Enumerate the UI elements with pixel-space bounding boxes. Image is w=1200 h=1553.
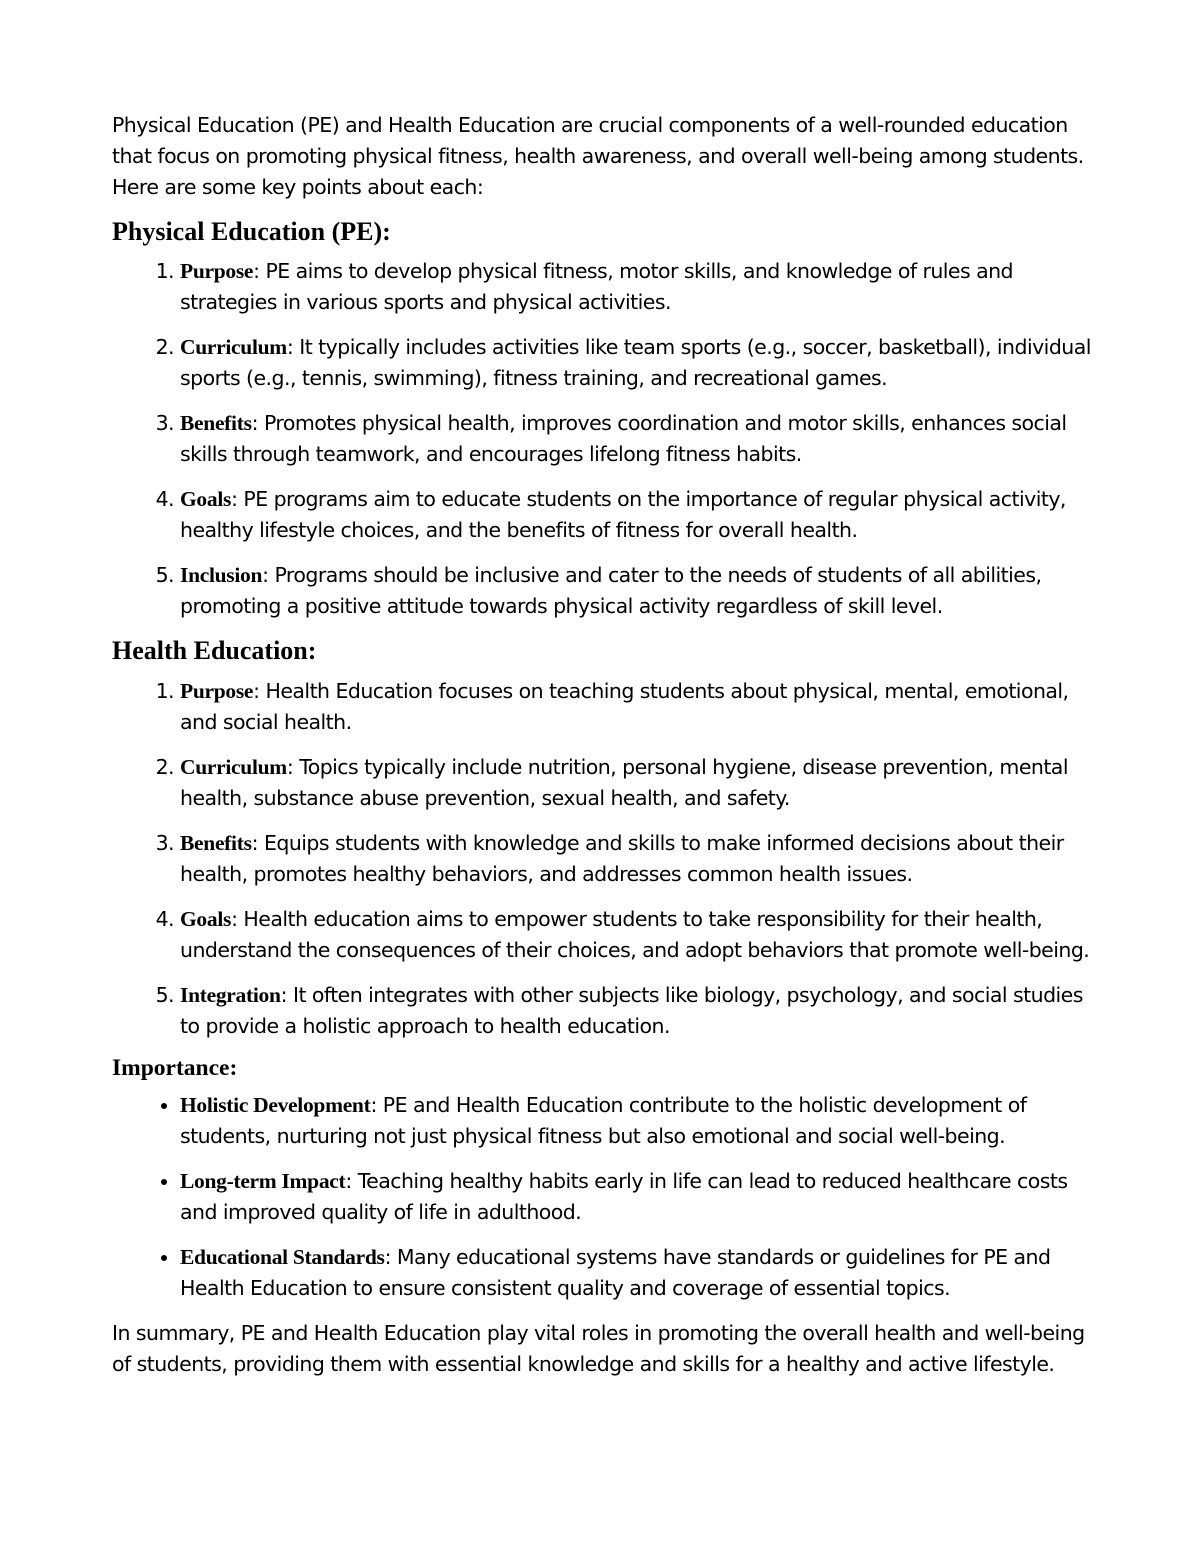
list-item-text: : It typically includes activities like team sports (e.g., soccer, basketball), individual sports (e.g., tennis, swimming), fitness training, and recreational games. bbox=[180, 335, 1091, 390]
list-item-term: Curriculum bbox=[180, 335, 287, 359]
list-item-term: Goals bbox=[180, 487, 232, 511]
list-item-text: : It often integrates with other subjects like biology, psychology, and social studies to provide a holistic approach to health education. bbox=[180, 983, 1083, 1038]
importance-item-holistic bbox=[180, 1090, 1097, 1152]
health-item-goals bbox=[180, 904, 1097, 966]
pe-item-curriculum bbox=[180, 332, 1097, 394]
health-list bbox=[112, 676, 1097, 1042]
pe-item-inclusion bbox=[180, 560, 1097, 622]
list-item-text: : PE and Health Education contribute to the holistic development of students, nurturing not just physical fitness but also emotional and social well-being. bbox=[180, 1093, 1027, 1148]
list-item-text: : Health education aims to empower students to take responsibility for their health, understand the consequences of their choices, and adopt behaviors that promote well-being. bbox=[180, 907, 1090, 962]
list-item-term: Long-term Impact bbox=[180, 1169, 346, 1193]
list-item-text: : Health Education focuses on teaching students about physical, mental, emotional, and social health. bbox=[180, 679, 1069, 734]
pe-item-goals bbox=[180, 484, 1097, 546]
intro-paragraph: Physical Education (PE) and Health Education are crucial components of a well-rounded education that focus on promoting physical fitness, health awareness, and overall well-being among students. Here are some key points about each: bbox=[112, 113, 1084, 199]
list-item-term: Benefits bbox=[180, 831, 252, 855]
list-item-term: Educational Standards bbox=[180, 1245, 385, 1269]
list-item-text: : Topics typically include nutrition, personal hygiene, disease prevention, mental health, substance abuse prevention, sexual health, and safety. bbox=[180, 755, 1068, 810]
list-item-text: : Promotes physical health, improves coordination and motor skills, enhances social skills through teamwork, and encourages lifelong fitness habits. bbox=[180, 411, 1067, 466]
list-item-term: Goals bbox=[180, 907, 232, 931]
list-item-term: Curriculum bbox=[180, 755, 287, 779]
health-item-integration bbox=[180, 980, 1097, 1042]
list-item-text: : Teaching healthy habits early in life can lead to reduced healthcare costs and improved quality of life in adulthood. bbox=[180, 1169, 1068, 1224]
list-item-text: : Many educational systems have standards or guidelines for PE and Health Education to ensure consistent quality and coverage of essential topics. bbox=[180, 1245, 1051, 1300]
list-item-term: Integration bbox=[180, 983, 281, 1007]
list-item-term: Holistic Development bbox=[180, 1093, 371, 1117]
health-item-purpose bbox=[180, 676, 1097, 738]
list-item-term: Benefits bbox=[180, 411, 252, 435]
list-item-term: Inclusion bbox=[180, 563, 263, 587]
importance-heading: Importance: bbox=[112, 1055, 238, 1081]
health-item-curriculum bbox=[180, 752, 1097, 814]
list-item-text: : Programs should be inclusive and cater to the needs of students of all abilities, promoting a positive attitude towards physical activity regardless of skill level. bbox=[180, 563, 1042, 618]
pe-heading: Physical Education (PE): bbox=[112, 217, 391, 246]
importance-item-standards bbox=[180, 1242, 1097, 1304]
health-item-benefits bbox=[180, 828, 1097, 890]
importance-item-long-term bbox=[180, 1166, 1097, 1228]
list-item-text: : PE aims to develop physical fitness, motor skills, and knowledge of rules and strategies in various sports and physical activities. bbox=[180, 259, 1014, 314]
pe-item-purpose bbox=[180, 256, 1097, 318]
list-item-text: : Equips students with knowledge and skills to make informed decisions about their health, promotes healthy behaviors, and addresses common health issues. bbox=[180, 831, 1064, 886]
list-item-term: Purpose bbox=[180, 259, 254, 283]
importance-list bbox=[112, 1090, 1097, 1304]
health-heading: Health Education: bbox=[112, 636, 317, 665]
list-item-text: : PE programs aim to educate students on the importance of regular physical activity, healthy lifestyle choices, and the benefits of fitness for overall health. bbox=[180, 487, 1066, 542]
list-item-term: Purpose bbox=[180, 679, 254, 703]
pe-list bbox=[112, 256, 1097, 622]
pe-item-benefits bbox=[180, 408, 1097, 470]
summary-paragraph: In summary, PE and Health Education play vital roles in promoting the overall health and well-being of students, providing them with essential knowledge and skills for a healthy and active lifestyle. bbox=[112, 1321, 1085, 1376]
document-page bbox=[112, 110, 1097, 1380]
